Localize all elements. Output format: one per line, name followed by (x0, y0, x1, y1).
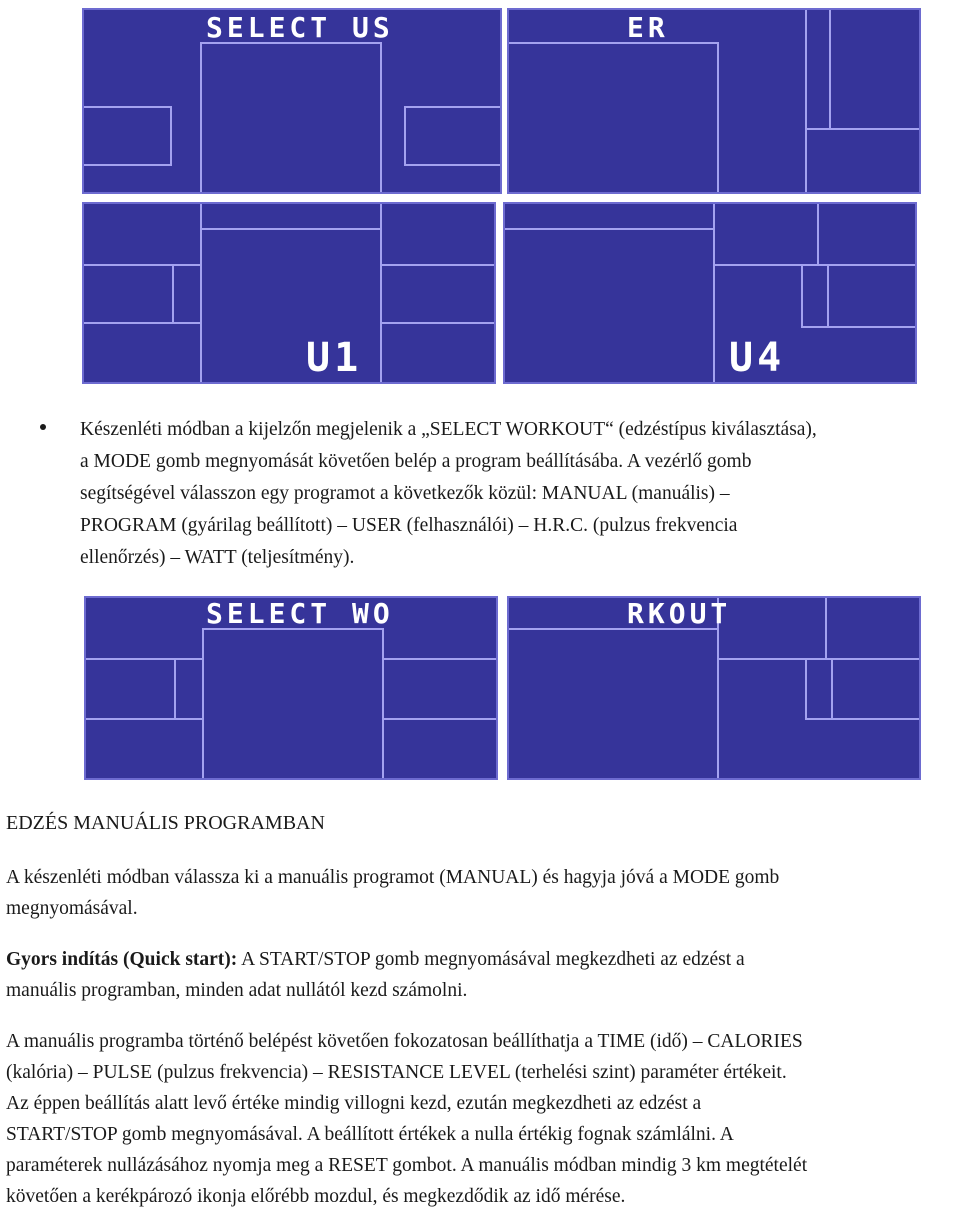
text-line: PROGRAM (gyárilag beállított) – USER (felhasználói) – H.R.C. (pulzus frekvencia (80, 515, 738, 536)
lcd-panel-select-wo (84, 596, 498, 780)
text-line: (kalória) – PULSE (pulzus frekvencia) – RESISTANCE LEVEL (terhelési szint) paraméter értékeit. (6, 1062, 787, 1083)
text-line: A készenléti módban válassza ki a manuális programot (MANUAL) és hagyja jóvá a MODE gomb (6, 867, 780, 888)
paragraph-manual-select (6, 862, 956, 924)
lcd-text: SELECT US (206, 11, 394, 44)
text-line: paraméterek nullázásához nyomja meg a RESET gombot. A manuális módban mindig 3 km megtételét (6, 1155, 808, 1176)
text-line: ellenőrzés) – WATT (teljesítmény). (80, 547, 355, 568)
lcd-segment (507, 628, 719, 780)
text-line (6, 944, 956, 975)
text-line: megnyomásával. (6, 898, 138, 919)
lcd-segment (382, 658, 498, 720)
paragraph-manual-settings (6, 1026, 956, 1212)
lcd-text: SELECT WO (206, 597, 394, 630)
lcd-segment (172, 264, 202, 324)
section-heading: EDZÉS MANUÁLIS PROGRAMBAN (6, 812, 325, 834)
text-line: A manuális programba történő belépést követően fokozatosan beállíthatja a TIME (idő) – CALORIES (6, 1031, 803, 1052)
bullet-paragraph (80, 414, 955, 574)
text-line: a MODE gomb megnyomását követően belép a program beállításába. A vezérlő gomb (80, 451, 752, 472)
text-line: manuális programban, minden adat nullától kezd számolni. (6, 980, 468, 1001)
lcd-segment (831, 658, 921, 720)
text-line: Készenléti módban a kijelzőn megjelenik a „SELECT WORKOUT“ (edzéstípus kiválasztása), (80, 419, 817, 440)
text-line: Az éppen beállítás alatt levő értéke mindig villogni kezd, ezután megkezdheti az edzést a (6, 1093, 702, 1114)
lcd-segment (202, 628, 384, 780)
lcd-segment (713, 202, 819, 266)
lcd-segment (827, 264, 917, 328)
lcd-text: RKOUT (627, 597, 732, 630)
lcd-panel-rkout (507, 596, 921, 780)
lcd-segment (200, 202, 382, 230)
bullet-dot (40, 424, 46, 430)
lcd-panel-er (507, 8, 921, 194)
lcd-segment (200, 42, 382, 194)
lcd-segment (82, 264, 174, 324)
lcd-segment (805, 8, 831, 130)
lcd-segment (503, 228, 715, 384)
text-span: A START/STOP gomb megnyomásával megkezdheti az edzést a (237, 949, 745, 970)
lcd-text: ER (627, 11, 669, 44)
paragraph-quick-start (6, 944, 956, 1006)
lcd-segment (404, 106, 502, 166)
lcd-segment (84, 658, 176, 720)
lcd-segment (717, 596, 827, 660)
lcd-segment (805, 658, 833, 720)
lcd-segment (801, 264, 829, 328)
text-line: segítségével válasszon egy programot a következők közül: MANUAL (manuális) – (80, 483, 730, 504)
lcd-segment (82, 106, 172, 166)
lcd-segment (805, 128, 921, 194)
quick-start-label: Gyors indítás (Quick start): (6, 949, 238, 970)
lcd-panel-u4 (503, 202, 917, 384)
text-line: START/STOP gomb megnyomásával. A beállított értékek a nulla értékig fognak számlálni. A (6, 1124, 734, 1145)
lcd-panel-u1 (82, 202, 496, 384)
lcd-text: U1 (306, 335, 363, 381)
lcd-text: U4 (729, 335, 786, 381)
text-line: követően a kerékpározó ikonja előrébb mozdul, és megkezdődik az idő mérése. (6, 1186, 626, 1207)
lcd-segment (380, 264, 496, 324)
lcd-segment (174, 658, 204, 720)
lcd-segment (507, 42, 719, 194)
lcd-panel-select-us (82, 8, 502, 194)
